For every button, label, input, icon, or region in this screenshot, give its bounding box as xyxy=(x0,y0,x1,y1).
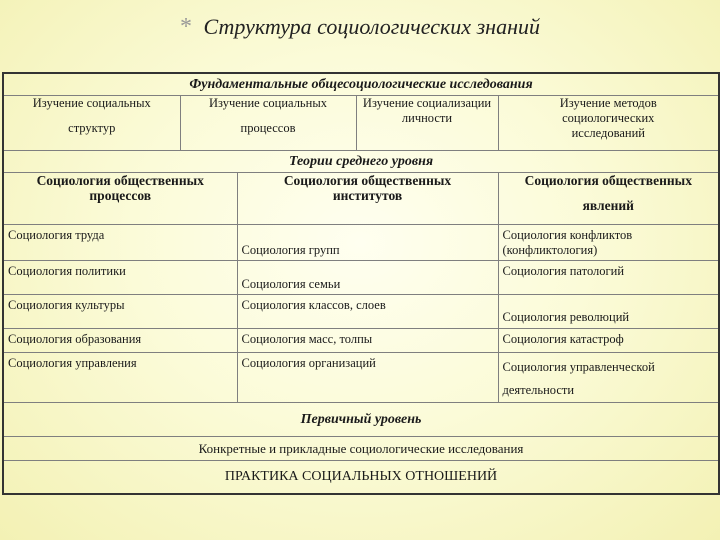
middle-row-5 xyxy=(3,352,719,402)
middle-row-3-col-1: Социология культуры xyxy=(3,294,237,328)
primary-heading: Первичный уровень xyxy=(3,402,719,436)
middle-header-3-line2: явлений xyxy=(582,197,634,213)
middle-row-3-col-3: Социология революций xyxy=(498,294,719,328)
fundamental-col-4-line2: социологических xyxy=(562,110,655,125)
middle-header-3 xyxy=(498,172,719,224)
title-star: * xyxy=(180,14,192,40)
fundamental-heading: Фундаментальные общесоциологические исследования xyxy=(3,73,719,95)
middle-header-2-line2: институтов xyxy=(332,187,403,203)
middle-header-1-line1: Социология общественных xyxy=(36,172,204,188)
fundamental-col-2 xyxy=(180,95,356,150)
slide-title xyxy=(0,14,720,41)
fundamental-col-4-line3: исследований xyxy=(571,125,645,140)
middle-header-row xyxy=(3,172,719,224)
primary-practice-row xyxy=(3,460,719,494)
fundamental-col-3 xyxy=(356,95,498,150)
fundamental-heading-row xyxy=(3,73,719,95)
middle-header-1 xyxy=(3,172,237,224)
middle-row-2-col-2: Социология семьи xyxy=(237,260,498,294)
middle-row-5-col-1: Социология управления xyxy=(3,352,237,402)
title-text: Структура социологических знаний xyxy=(203,14,540,39)
middle-header-2-line1: Социология общественных xyxy=(283,172,452,188)
middle-row-4-col-2: Социология масс, толпы xyxy=(237,328,498,352)
middle-row-4 xyxy=(3,328,719,352)
fundamental-col-2-line2: процессов xyxy=(240,120,296,135)
middle-row-5-col-2: Социология организаций xyxy=(237,352,498,402)
middle-row-1-col-1: Социология труда xyxy=(3,224,237,260)
middle-row-5-col-3: Социология управленческой деятельности xyxy=(498,352,719,402)
middle-row-3 xyxy=(3,294,719,328)
middle-row-4-col-1: Социология образования xyxy=(3,328,237,352)
middle-header-1-line2: процессов xyxy=(89,187,152,203)
primary-concrete: Конкретные и прикладные социологические исследования xyxy=(3,436,719,460)
fundamental-row xyxy=(3,95,719,150)
fundamental-col-1 xyxy=(3,95,180,150)
primary-heading-row xyxy=(3,402,719,436)
middle-row-2 xyxy=(3,260,719,294)
middle-row-2-col-1: Социология политики xyxy=(3,260,237,294)
primary-concrete-row xyxy=(3,436,719,460)
fundamental-col-1-line1: Изучение социальных xyxy=(32,95,151,110)
fundamental-col-3-line1: Изучение социализации xyxy=(362,95,492,110)
middle-row-3-col-2: Социология классов, слоев xyxy=(237,294,498,328)
middle-heading: Теории среднего уровня xyxy=(3,150,719,172)
fundamental-col-1-line2: структур xyxy=(68,120,116,135)
fundamental-col-2-line1: Изучение социальных xyxy=(209,95,327,110)
fundamental-col-4-line1: Изучение методов xyxy=(559,95,657,110)
middle-heading-row xyxy=(3,150,719,172)
middle-row-2-col-3: Социология патологий xyxy=(498,260,719,294)
structure-table xyxy=(2,72,720,495)
middle-row-1 xyxy=(3,224,719,260)
middle-row-1-col-2: Социология групп xyxy=(237,224,498,260)
middle-row-1-col-3: Социология конфликтов (конфликтология) xyxy=(498,224,719,260)
fundamental-col-3-line2: личности xyxy=(401,110,453,125)
middle-header-2 xyxy=(237,172,498,224)
primary-practice: ПРАКТИКА СОЦИАЛЬНЫХ ОТНОШЕНИЙ xyxy=(3,460,719,494)
middle-row-4-col-3: Социология катастроф xyxy=(498,328,719,352)
middle-header-3-line1: Социология общественных xyxy=(524,172,692,188)
fundamental-col-4 xyxy=(498,95,719,150)
